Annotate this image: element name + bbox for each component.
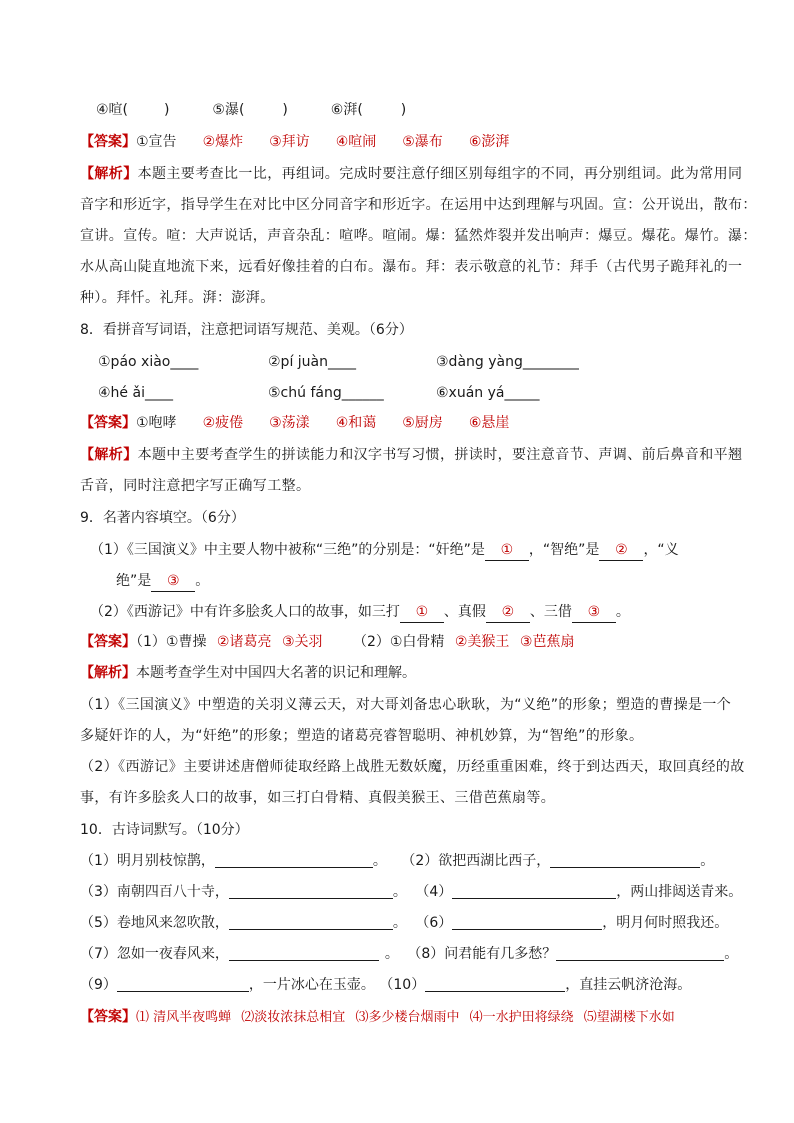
q7-analysis-line-1: 【解析】本题主要考查比一比，再组词。完成时要注意仔细区别每组字的不同，再分别组词。此为常用同: [80, 166, 743, 182]
q9-analysis-head: 【解析】本题考查学生对中国四大名著的识记和理解。: [80, 665, 416, 681]
answer-tag: 【答案】: [80, 634, 136, 650]
q8-pinyin-5: ⑤chú fáng______: [268, 385, 384, 401]
q8-analysis-line-2: 舌音，同时注意把字写正确写工整。: [80, 478, 311, 494]
q10-title: 10．古诗词默写。（10分）: [80, 822, 249, 838]
q9-answer: 【答案】（1）①曹操 ②诸葛亮 ③关羽 （2）①白骨精 ②美猴王 ③芭蕉扇: [80, 634, 575, 650]
q9-analysis-line-3: （2）《西游记》主要讲述唐僧师徒取经路上战胜无数妖魔，历经重重困难，终于到达西天，取回真经的故: [80, 759, 745, 775]
q10-row-3: （5）卷地风来忽吹散， 。 （6） ，明月何时照我还。: [80, 915, 729, 931]
analysis-tag: 【解析】: [80, 665, 136, 681]
q8-pinyin-2: ②pí juàn____: [268, 354, 356, 370]
answer-tag: 【答案】: [80, 415, 136, 431]
q9-analysis-line-2: 多疑奸诈的人，为“奸绝”的形象；塑造的诸葛亮睿智聪明、神机妙算，为“智绝”的形象。: [80, 728, 644, 744]
analysis-tag: 【解析】: [80, 447, 138, 463]
answer-tag: 【答案】: [80, 1009, 136, 1025]
q9-part1-line2: 绝”是 ③ 。: [116, 571, 758, 592]
q8-analysis-line-1: 【解析】本题中主要考查学生的拼读能力和汉字书写习惯，拼读时，要注意音节、声调、前后鼻音和平翘: [80, 447, 743, 463]
q9-analysis-line-1: （1）《三国演义》中塑造的关羽义薄云天，对大哥刘备忠心耿耿，为“义绝”的形象；塑造的曹操是一个: [80, 697, 732, 713]
q8-answer: 【答案】①咆哮 ②疲倦 ③荡漾 ④和蔼 ⑤厨房 ⑥悬崖: [80, 415, 510, 431]
q8-pinyin-6: ⑥xuán yá_____: [436, 385, 540, 401]
q7-analysis-line-5: 种）。拜忏。礼拜。湃：澎湃。: [80, 290, 275, 306]
q10-row-1: （1）明月别枝惊鹊， 。 （2）欲把西湖比西子， 。: [80, 853, 715, 869]
q7-analysis-line-2: 音字和形近字，指导学生在对比中区分同音字和形近字。在运用中达到理解与巩固。宣：公开说出，散布：: [80, 197, 757, 213]
q7-answer: 【答案】①宣告 ②爆炸 ③拜访 ④喧闹 ⑤瀑布 ⑥澎湃: [80, 134, 510, 150]
q9-part1-line1: （1）《三国演义》中主要人物中被称“三绝”的分别是：“奸绝”是 ① ，“智绝”是 ② ，“义: [90, 540, 732, 561]
answer-tag: 【答案】: [80, 134, 136, 150]
q10-row-2: （3）南朝四百八十寺， 。 （4） ，两山排闼送青来。: [80, 884, 743, 900]
q10-row-4: （7）忽如一夜春风来， 。 （8）问君能有几多愁？ 。: [80, 946, 739, 962]
q9-analysis-line-4: 事，有许多脍炙人口的故事，如三打白骨精、真假美猴王、三借芭蕉扇等。: [80, 790, 556, 806]
analysis-tag: 【解析】: [80, 166, 138, 182]
q8-pinyin-3: ③dàng yàng________: [436, 354, 579, 370]
q9-title: 9．名著内容填空。（6分）: [80, 510, 245, 526]
q7-analysis-line-3: 宣讲。宣传。喧：大声说话，声音杂乱：喧哗。喧闹。爆：猛然炸裂并发出响声：爆豆。爆花。爆竹。瀑：: [80, 228, 757, 244]
q10-row-5: （9） ，一片冰心在玉壶。 （10） ，直挂云帆济沧海。: [80, 977, 692, 993]
q9-part2: （2）《西游记》中有许多脍炙人口的故事，如三打 ① 、真假 ② 、三借 ③ 。: [90, 602, 732, 623]
q8-pinyin-1: ①páo xiào____: [98, 354, 199, 370]
q8-pinyin-4: ④hé ǎi____: [98, 385, 173, 401]
q8-title: 8．看拼音写词语，注意把词语写规范、美观。（6分）: [80, 322, 413, 338]
q7-row: ④喧( ) ⑤瀑( ) ⑥湃( ): [96, 102, 407, 118]
q7-analysis-line-4: 水从高山陡直地流下来，远看好像挂着的白布。瀑布。拜：表示敬意的礼节：拜手（古代男子跪拜礼的一: [80, 259, 743, 275]
q10-answer: 【答案】⑴ 清风半夜鸣蝉 ⑵淡妆浓抹总相宜 ⑶多少楼台烟雨中 ⑷一水护田将绿绕 ⑸望湖楼下水如: [80, 1009, 675, 1025]
